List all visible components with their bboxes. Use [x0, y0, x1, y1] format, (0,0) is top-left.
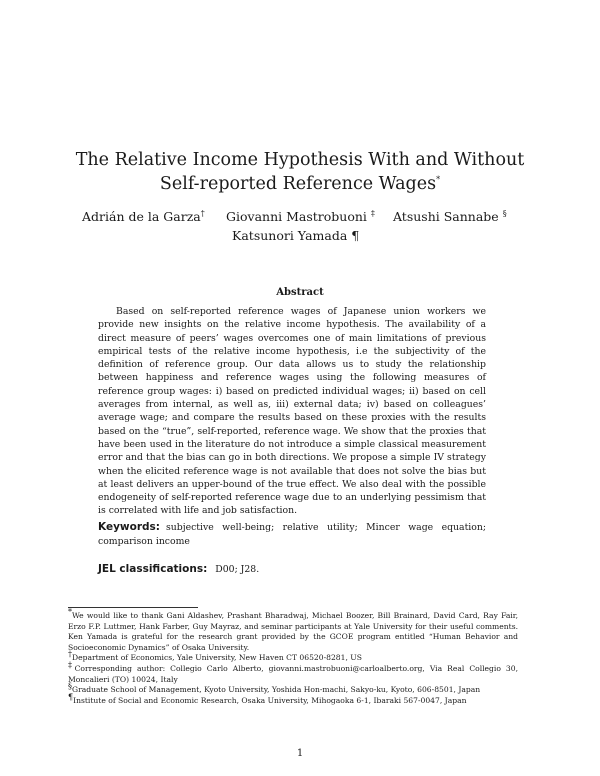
author-2: Giovanni Mastrobuoni ‡ [226, 208, 375, 224]
footnote-2: †Department of Economics, Yale University, New Haven CT 06520-8281, US [68, 649, 362, 663]
abstract-heading: Abstract [276, 287, 324, 298]
footnote-rule [68, 607, 198, 608]
footnote-5: ¶Institute of Social and Economic Research, Osaka University, Mihogaoka 6-1, Ibaraki 567-0047, Japan [68, 692, 467, 705]
keywords-label: Keywords: [98, 521, 160, 533]
keywords [98, 520, 486, 549]
jel-text: D00; J28. [215, 564, 260, 575]
keywords-text: subjective well-being; relative utility; Mincer wage equation; comparison income [98, 522, 486, 547]
jel-label: JEL classifications: [98, 563, 208, 575]
paper-title [60, 148, 540, 196]
jel-classifications [98, 563, 486, 575]
footnote-1: *We would like to thank Gani Aldashev, Prashant Bharadwaj, Michael Boozer, Bill Brainard, David Card, Ray Fair, Erzo F.P. Luttmer, Hank Farber, Guy Mayraz, and seminar participants at Yale University for their useful comments. Ken Yamada is grateful for the research grant provided by the GCOE program entitled “Human Behavior and Socioeconomic Dynamics” of Osaka University. [68, 607, 518, 652]
author-3: Atsushi Sannabe § [393, 208, 507, 224]
title-line-1: The Relative Income Hypothesis With and Without [75, 150, 525, 170]
abstract-body: Based on self-reported reference wages of Japanese union workers we provide new insights on the relative income hypothesis. The availability of a direct measure of peers’ wages overcomes one of main limitations of previous empirical tests of the relative income hypothesis, i.e the subjectivity of the definition of reference group. Our data allows us to study the relationship between happiness and reference wages using the following measures of reference group wages: i) based on predicted individual wages; ii) based on cell averages from internal, as well as, iii) external data; iv) based on colleagues’ average wage; and compare the results based on these proxies with the results based on the “true”, self-reported, reference wage. We show that the proxies that have been used in the literature do not introduce a simple classical measurement error and that the bias can go in both directions. We propose a simple IV strategy when the elicited reference wage is not available that does not solve the bias but at least delivers an upper-bound of the true effect. We also deal with the possible endogeneity of self-reported reference wage due to an underlying pessimism that is correlated with life and job satisfaction. [98, 306, 486, 517]
title-footnote-mark: * [436, 175, 441, 185]
page-number: 1 [296, 748, 304, 759]
author-4: Katsunori Yamada ¶ [232, 228, 360, 243]
author-1: Adrián de la Garza† [82, 208, 205, 224]
title-line-2: Self-reported Reference Wages* [159, 174, 441, 194]
footnote-3: ‡Corresponding author: Collegio Carlo Alberto, giovanni.mastrobuoni@carloalberto.org, Via Real Collegio 30, Moncalieri (TO) 10024, Italy [68, 660, 519, 684]
footnotes [68, 607, 519, 706]
footnote-4: §Graduate School of Management, Kyoto University, Yoshida Hon-machi, Sakyo-ku, Kyoto, 606-8501, Japan [68, 681, 481, 695]
